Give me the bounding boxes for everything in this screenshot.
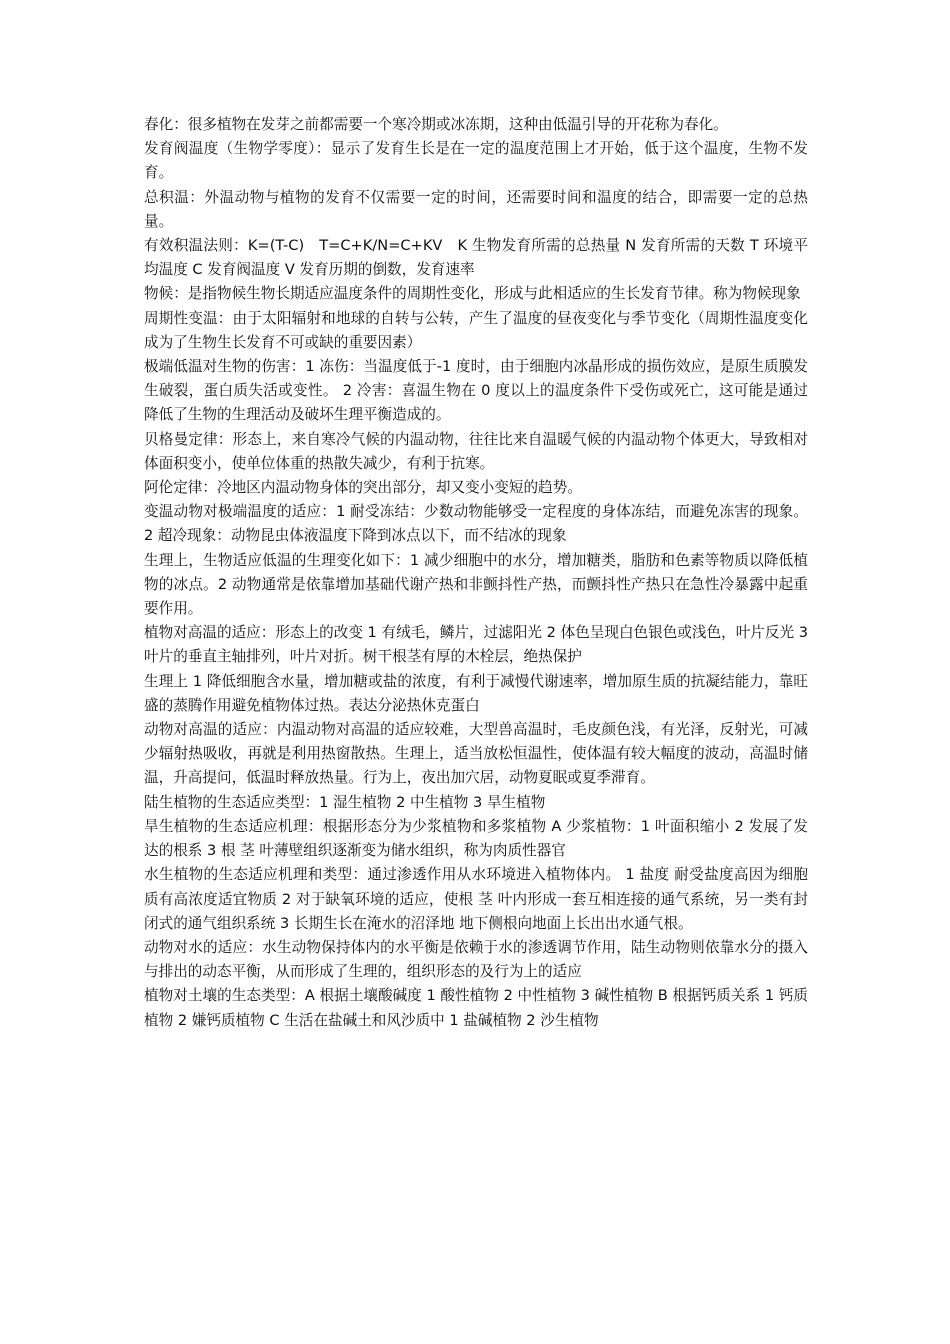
paragraph-phenology: 物候：是指物候生物长期适应温度条件的周期性变化，形成与此相适应的生长发育节律。称为物候现象 xyxy=(144,285,801,303)
paragraph-animal-water-adaptation: 动物对水的适应：水生动物保持体内的水平衡是依赖于水的渗透调节作用，陆生动物则依靠水分的摄入与排出的动态平衡，从而形成了生理的，组织形态的及行为上的适应 xyxy=(144,938,808,981)
paragraph-vernalization: 春化：很多植物在发芽之前都需要一个寒冷期或冰冻期，这种由低温引导的开花称为春化。 xyxy=(144,116,728,133)
paragraph-xerophyte-mechanism: 旱生植物的生态适应机理：根据形态分为少浆植物和多浆植物 A 少浆植物：1 叶面积缩小 2 发展了发达的根系 3 根 茎 叶薄壁组织逐渐变为储水组织，称为肉质性器官 xyxy=(144,817,808,860)
paragraph-physiological-heat-adaptation: 生理上 1 降低细胞含水量，增加糖或盐的浓度，有利于减慢代谢速率，增加原生质的抗凝结能力，靠旺盛的蒸腾作用避免植物体过热。表达分泌热休克蛋白 xyxy=(144,672,808,714)
paragraph-development-threshold: 发育阀温度（生物学零度）：显示了发育生长是在一定的温度范围上才开始，低于这个温度，生物不发育。 xyxy=(144,140,808,182)
paragraph-effective-temperature-law: 有效积温法则：K=(T-C) T=C+K/N=C+KV K 生物发育所需的总热量 N 发育所需的天数 T 环境平均温度 C 发育阀温度 V 发育历期的倒数，发育速率 xyxy=(144,237,808,279)
paragraph-plant-heat-adaptation: 植物对高温的适应：形态上的改变 1 有绒毛，鳞片，过滤阳光 2 体色呈现白色银色或浅色，叶片反光 3 叶片的垂直主轴排列，叶片对折。树干根茎有厚的木栓层，绝热保护 xyxy=(144,624,808,666)
paragraph-allen-rule: 阿伦定律：冷地区内温动物身体的突出部分，却又变小变短的趋势。 xyxy=(144,479,582,497)
paragraph-periodic-temperature: 周期性变温：由于太阳辐射和地球的自转与公转，产生了温度的昼夜变化与季节变化（周期性温度变化成为了生物生长发育不可或缺的重要因素） xyxy=(144,309,808,351)
paragraph-physiological-cold-adaptation: 生理上，生物适应低温的生理变化如下：1 减少细胞中的水分，增加糖类，脂肪和色素等物质以降低植物的冰点。2 动物通常是依靠增加基础代谢产热和非颤抖性产热，而颤抖性产热只在急性冷暴露中起重要作用。 xyxy=(144,551,808,618)
paragraph-terrestrial-plant-types: 陆生植物的生态适应类型：1 湿生植物 2 中生植物 3 旱生植物 xyxy=(144,793,546,811)
paragraph-animal-heat-adaptation: 动物对高温的适应：内温动物对高温的适应较难，大型兽高温时，毛皮颜色浅，有光泽，反射光，可减少辐射热吸收，再就是利用热窗散热。生理上，适当放松恒温性，使体温有较大幅度的波动，高温时储温，升高提问，低温时释放热量。行为上，夜出加穴居，动物夏眠或夏季滞育。 xyxy=(144,721,808,787)
paragraph-bergmann-rule: 贝格曼定律：形态上，来自寒冷气候的内温动物，往往比来自温暖气候的内温动物个体更大，导致相对体面积变小，使单位体重的热散失减少，有利于抗寒。 xyxy=(144,430,808,472)
paragraph-extreme-cold-damage: 极端低温对生物的伤害：1 冻伤：当温度低于-1 度时，由于细胞内冰晶形成的损伤效应，是原生质膜发生破裂，蛋白质失活或变性。 2 冷害：喜温生物在 0 度以上的温度条件下受伤或死亡，这可能是通过降低了生物的生理活动及破坏生理平衡造成的。 xyxy=(144,358,808,424)
paragraph-total-accumulated-temperature: 总积温：外温动物与植物的发育不仅需要一定的时间，还需要时间和温度的结合，即需要一定的总热量。 xyxy=(144,188,808,230)
paragraph-aquatic-plant-mechanism: 水生植物的生态适应机理和类型：通过渗透作用从水环境进入植物体内。 1 盐度 耐受盐度高因为细胞质有高浓度适宜物质 2 对于缺氧环境的适应，使根 茎 叶内形成一套互相连接的通气系统，另一类有封闭式的通气组织系统 3 长期生长在淹水的沼泽地 地下侧根向地面上长出出水通气根。 xyxy=(144,866,808,932)
document-body xyxy=(144,113,808,1033)
paragraph-plant-soil-types: 植物对土壤的生态类型：A 根据土壤酸碱度 1 酸性植物 2 中性植物 3 碱性植物 B 根据钙质关系 1 钙质植物 2 嫌钙质植物 C 生活在盐碱土和风沙质中 1 盐碱植物 2 沙生植物 xyxy=(144,987,808,1029)
paragraph-ectotherm-adaptation: 变温动物对极端温度的适应：1 耐受冻结：少数动物能够受一定程度的身体冻结，而避免冻害的现象。2 超冷现象：动物昆虫体液温度下降到冰点以下，而不结冰的现象 xyxy=(144,503,808,545)
